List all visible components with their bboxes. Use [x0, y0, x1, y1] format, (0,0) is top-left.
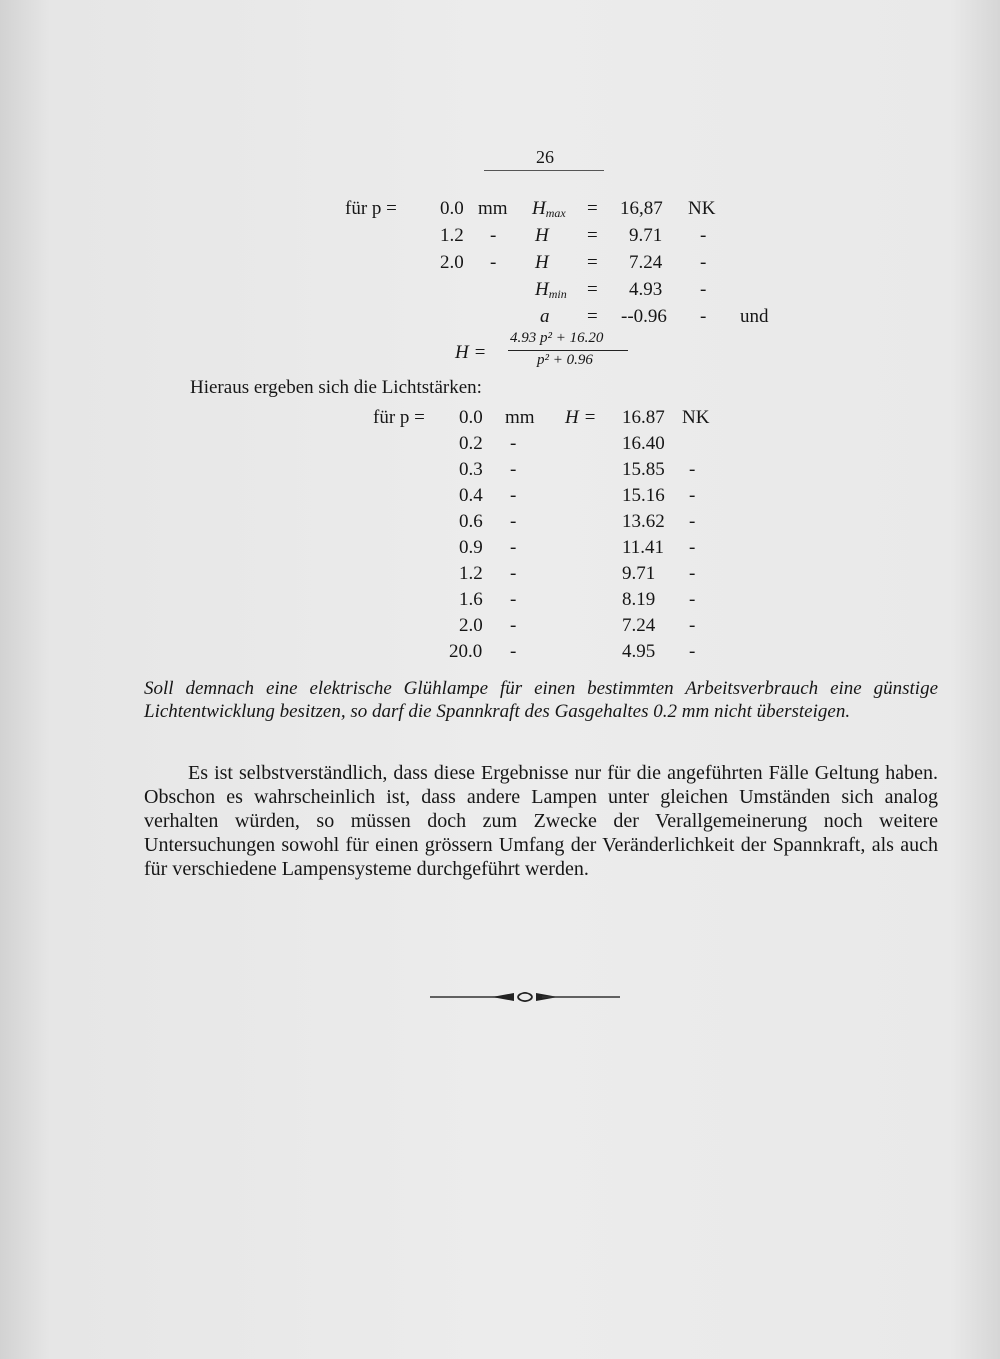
- conclusion-text: Soll demnach eine elektrische Glühlampe für einen bestimmten Arbeitsverbrauch eine günstige Lichtentwicklung besitzen, so darf die Spannkraft des Gasgehaltes 0.2 mm nicht übersteigen.: [144, 678, 938, 722]
- table-p-value: 0.3: [459, 459, 483, 480]
- table-p-value: 1.2: [459, 563, 483, 584]
- table-dash-right: -: [689, 589, 696, 610]
- page-number: 26: [536, 147, 554, 167]
- measure-row-2-result: 9.71: [629, 225, 663, 246]
- measure-row-1-symbol: [532, 197, 566, 222]
- table-p-value: 0.6: [459, 511, 483, 532]
- table-dash-right: -: [689, 511, 696, 532]
- table-dash-right: -: [689, 615, 696, 636]
- table-p-value: 20.0: [449, 641, 483, 662]
- table-p-value: 1.6: [459, 589, 483, 610]
- table-h-value: 16.40: [622, 433, 665, 454]
- measure-row-2-eq: =: [587, 225, 598, 246]
- measure-row-3-value: 2.0: [440, 252, 464, 273]
- header-rule: [484, 170, 604, 171]
- table-h-value: 11.41: [622, 537, 665, 558]
- measure-row-3-unit: -: [490, 252, 497, 273]
- formula-fraction-bar: [508, 350, 628, 351]
- measure-row-5-res-unit: -: [700, 306, 707, 327]
- table-dash-right: -: [689, 459, 696, 480]
- table-dash: -: [510, 537, 517, 558]
- measure-row-1-eq: =: [587, 198, 598, 219]
- intro-text: Hieraus ergeben sich die Lichtstärken:: [190, 377, 482, 398]
- body-paragraph: Es ist selbstverständlich, dass diese Ergebnisse nur für die angeführten Fälle Geltung haben. Obschon es wahrscheinlich ist, dass andere Lampen unter gleichen Umständen sich analog verhalten würden, so müssen doch zum Zwecke der Verallgemeinerung noch weitere Untersuchungen sowohl für einen grössern Umfang der Veränderlichkeit der Spannkraft, als auch für verschiedene Lampensysteme durchgeführt werden.: [144, 762, 938, 880]
- measure-row-3-eq: =: [587, 252, 598, 273]
- table-dash: -: [510, 615, 517, 636]
- table-dash: -: [510, 433, 517, 454]
- h-subscript-max: max: [545, 206, 566, 220]
- formula-denominator: p² + 0.96: [537, 352, 593, 368]
- measure-row-4-symbol: [535, 278, 567, 303]
- table-h-value: 13.62: [622, 511, 665, 532]
- measure-row-2-symbol: H: [535, 225, 549, 246]
- measure-row-3-res-unit: -: [700, 252, 707, 273]
- table-dash-right: -: [689, 641, 696, 662]
- measure-row-2-value: 1.2: [440, 225, 464, 246]
- table-h-value: 16.87: [622, 407, 665, 428]
- table-h-value: 15.16: [622, 485, 665, 506]
- table-dash: -: [510, 459, 517, 480]
- measure-row-2-unit: -: [490, 225, 497, 246]
- table-dash-right: -: [689, 537, 696, 558]
- table-p-value: 0.4: [459, 485, 483, 506]
- measure-row-1-result: 16,87: [620, 198, 663, 219]
- table-dash: -: [510, 641, 517, 662]
- table-p-value: 0.2: [459, 433, 483, 454]
- table-h-value: 9.71: [622, 563, 656, 584]
- formula-lhs: H =: [455, 342, 487, 363]
- table-header-prefix: für p =: [373, 407, 425, 428]
- table-h-value: 4.95: [622, 641, 656, 662]
- measure-row-4-res-unit: -: [700, 279, 707, 300]
- table-h-value: 7.24: [622, 615, 656, 636]
- table-header-unit: mm: [505, 407, 535, 428]
- table-p-value: 0.9: [459, 537, 483, 558]
- table-dash: -: [510, 563, 517, 584]
- table-header-symbol: H =: [565, 407, 597, 428]
- measure-row-5-result: --0.96: [621, 306, 667, 327]
- h-subscript-min: min: [548, 287, 567, 301]
- table-h-value: 15.85: [622, 459, 665, 480]
- measure-row-1-unit: mm: [478, 198, 508, 219]
- measure-row-5-symbol: a: [540, 306, 550, 327]
- measure-row-5-tail: und: [740, 306, 769, 327]
- h-symbol: H: [535, 279, 549, 300]
- table-p-value: 0.0: [459, 407, 483, 428]
- table-dash-right: -: [689, 563, 696, 584]
- table-dash-right: -: [689, 485, 696, 506]
- table-dash: -: [510, 589, 517, 610]
- measure-row-1-res-unit: NK: [688, 198, 716, 219]
- table-p-value: 2.0: [459, 615, 483, 636]
- measure-row-2-res-unit: -: [700, 225, 707, 246]
- ornament-divider-icon: [430, 986, 620, 1008]
- h-symbol: H: [532, 198, 546, 219]
- measure-row-5-eq: =: [587, 306, 598, 327]
- measure-row-4-eq: =: [587, 279, 598, 300]
- table-dash: -: [510, 485, 517, 506]
- measure-row-3-result: 7.24: [629, 252, 663, 273]
- table-dash: -: [510, 511, 517, 532]
- measure-row-1-prefix: für p =: [345, 198, 397, 219]
- measure-row-4-result: 4.93: [629, 279, 663, 300]
- measure-row-3-symbol: H: [535, 252, 549, 273]
- formula-numerator: 4.93 p² + 16.20: [510, 330, 604, 346]
- table-header-res-unit: NK: [682, 407, 710, 428]
- measure-row-1-value: 0.0: [440, 198, 464, 219]
- table-h-value: 8.19: [622, 589, 656, 610]
